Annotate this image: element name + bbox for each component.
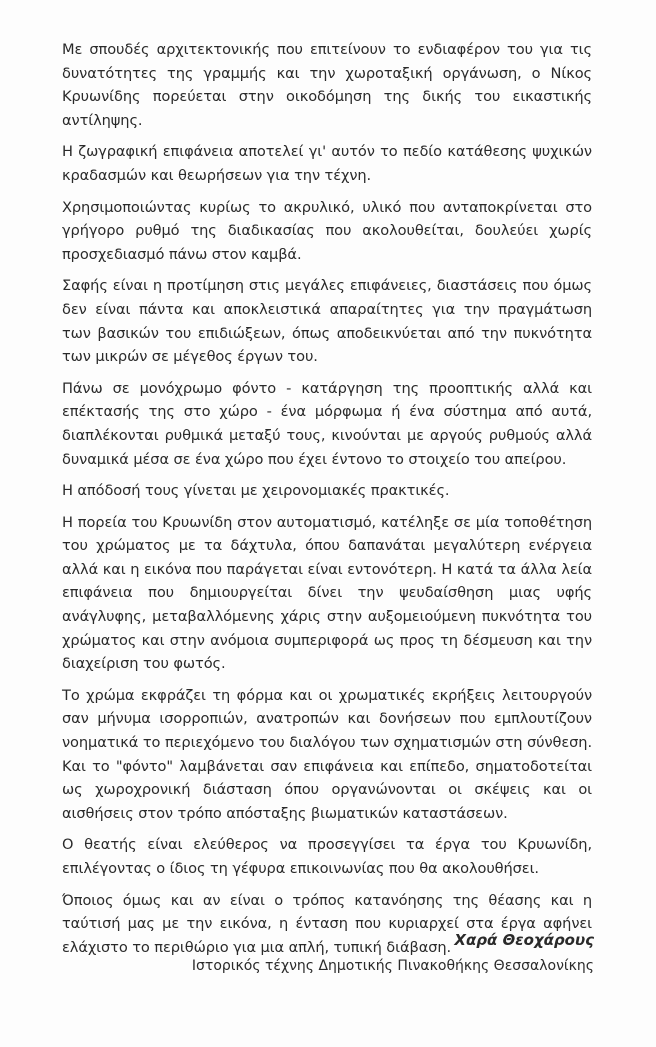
paragraph-6: Η απόδοσή τους γίνεται με χειρονομιακές πρακτικές. — [62, 482, 450, 500]
paragraph-3: Χρησιμοποιώντας κυρίως το ακρυλικό, υλικό που ανταποκρίνεται στο γρήγορο ρυθμό της διαδικασίας που ακολουθείται, δουλεύει χωρίς προσχεδιασμό πάνω στον καμβά. — [62, 198, 592, 263]
article-body — [62, 38, 592, 967]
paragraph-1: Με σπουδές αρχιτεκτονικής που επιτείνουν το ενδιαφέρον του για τις δυνατότητες της γραμμής και την χωροταξική οργάνωση, ο Νίκος Κρυωνίδης πορεύεται στην οικοδόμηση της δικής του εικαστικής αντίληψης. — [62, 41, 592, 129]
paragraph-7: Η πορεία του Κρυωνίδη στον αυτοματισμό, κατέληξε σε μία τοποθέτηση του χρώματος με τα δάχτυλα, όπου δαπανάται μεγαλύτερη ενέργεια αλλά και η εικόνα που παράγεται είναι εντονότερη. Η κατά τα άλλα λεία επιφάνεια που δημιουργείται δίνει την ψευδαίσθηση μιας υφής ανάγλυφης, μεταβαλλόμενης χάρις στην αυξομειούμενη πυκνότητα του χρώματος και στην ανόμοια συμπεριφορά ως προς τη δέσμευση και την διαχείριση του φωτός. — [62, 513, 592, 673]
paragraph-2: Η ζωγραφική επιφάνεια αποτελεί γι' αυτόν το πεδίο κατάθεσης ψυχικών κραδασμών και θεωρήσεων για την τέχνη. — [62, 143, 592, 184]
paragraph-10: Όποιος όμως και αν είναι ο τρόπος κατανόησης της θέασης και η ταύτισή μας με την εικόνα, η ένταση που κυριαρχεί στα έργα αφήνει ελάχιστο το περιθώριο για μια απλή, τυπική διάβαση. — [62, 891, 592, 956]
paragraph-8: Το χρώμα εκφράζει τη φόρμα και οι χρωματικές εκρήξεις λειτουργούν σαν μήνυμα ισορροπιών, ανατροπών και δονήσεων που εμπλουτίζουν νοηματικά το περιεχόμενο του διαλόγου των σχηματισμών στη σύνθεση. Και το "φόντο" λαμβάνεται σαν επιφάνεια και επίπεδο, σηματοδοτείται ως χωροχρονική διάσταση όπου οργανώνονται οι σκέψεις και οι αισθήσεις στον τρόπο απόσταξης βιωματικών καταστάσεων. — [62, 686, 592, 822]
author-name: Χαρά Θεοχάρους — [454, 931, 594, 949]
paragraph-9: Ο θεατής είναι ελεύθερος να προσεγγίσει τα έργα του Κρυωνίδη, επιλέγοντας ο ίδιος τη γέφυρα επικοινωνίας που θα ακολουθήσει. — [62, 836, 592, 877]
signature-block — [192, 928, 594, 978]
author-title: Ιστορικός τέχνης Δημοτικής Πινακοθήκης Θεσσαλονίκης — [191, 958, 594, 974]
paragraph-4: Σαφής είναι η προτίμηση στις μεγάλες επιφάνειες, διαστάσεις που όμως δεν είναι πάντα και αποκλειστικά απαραίτητες για την πραγμάτωση των βασικών του επιδιώξεων, όπως αποδεικνύεται από την πυκνότητα των μικρών σε μέγεθος έργων του. — [62, 277, 592, 366]
paragraph-5: Πάνω σε μονόχρωμο φόντο - κατάργηση της προοπτικής αλλά και επέκτασής της στο χώρο - ένα μόρφωμα ή ένα σύστημα από αυτά, διαπλέκονται ρυθμικά μεταξύ τους, κινούνται με αργούς ρυθμούς αλλά δυναμικά μέσα σε ένα χώρο που έχει έντονο το στοιχείο του απείρου. — [62, 379, 592, 468]
